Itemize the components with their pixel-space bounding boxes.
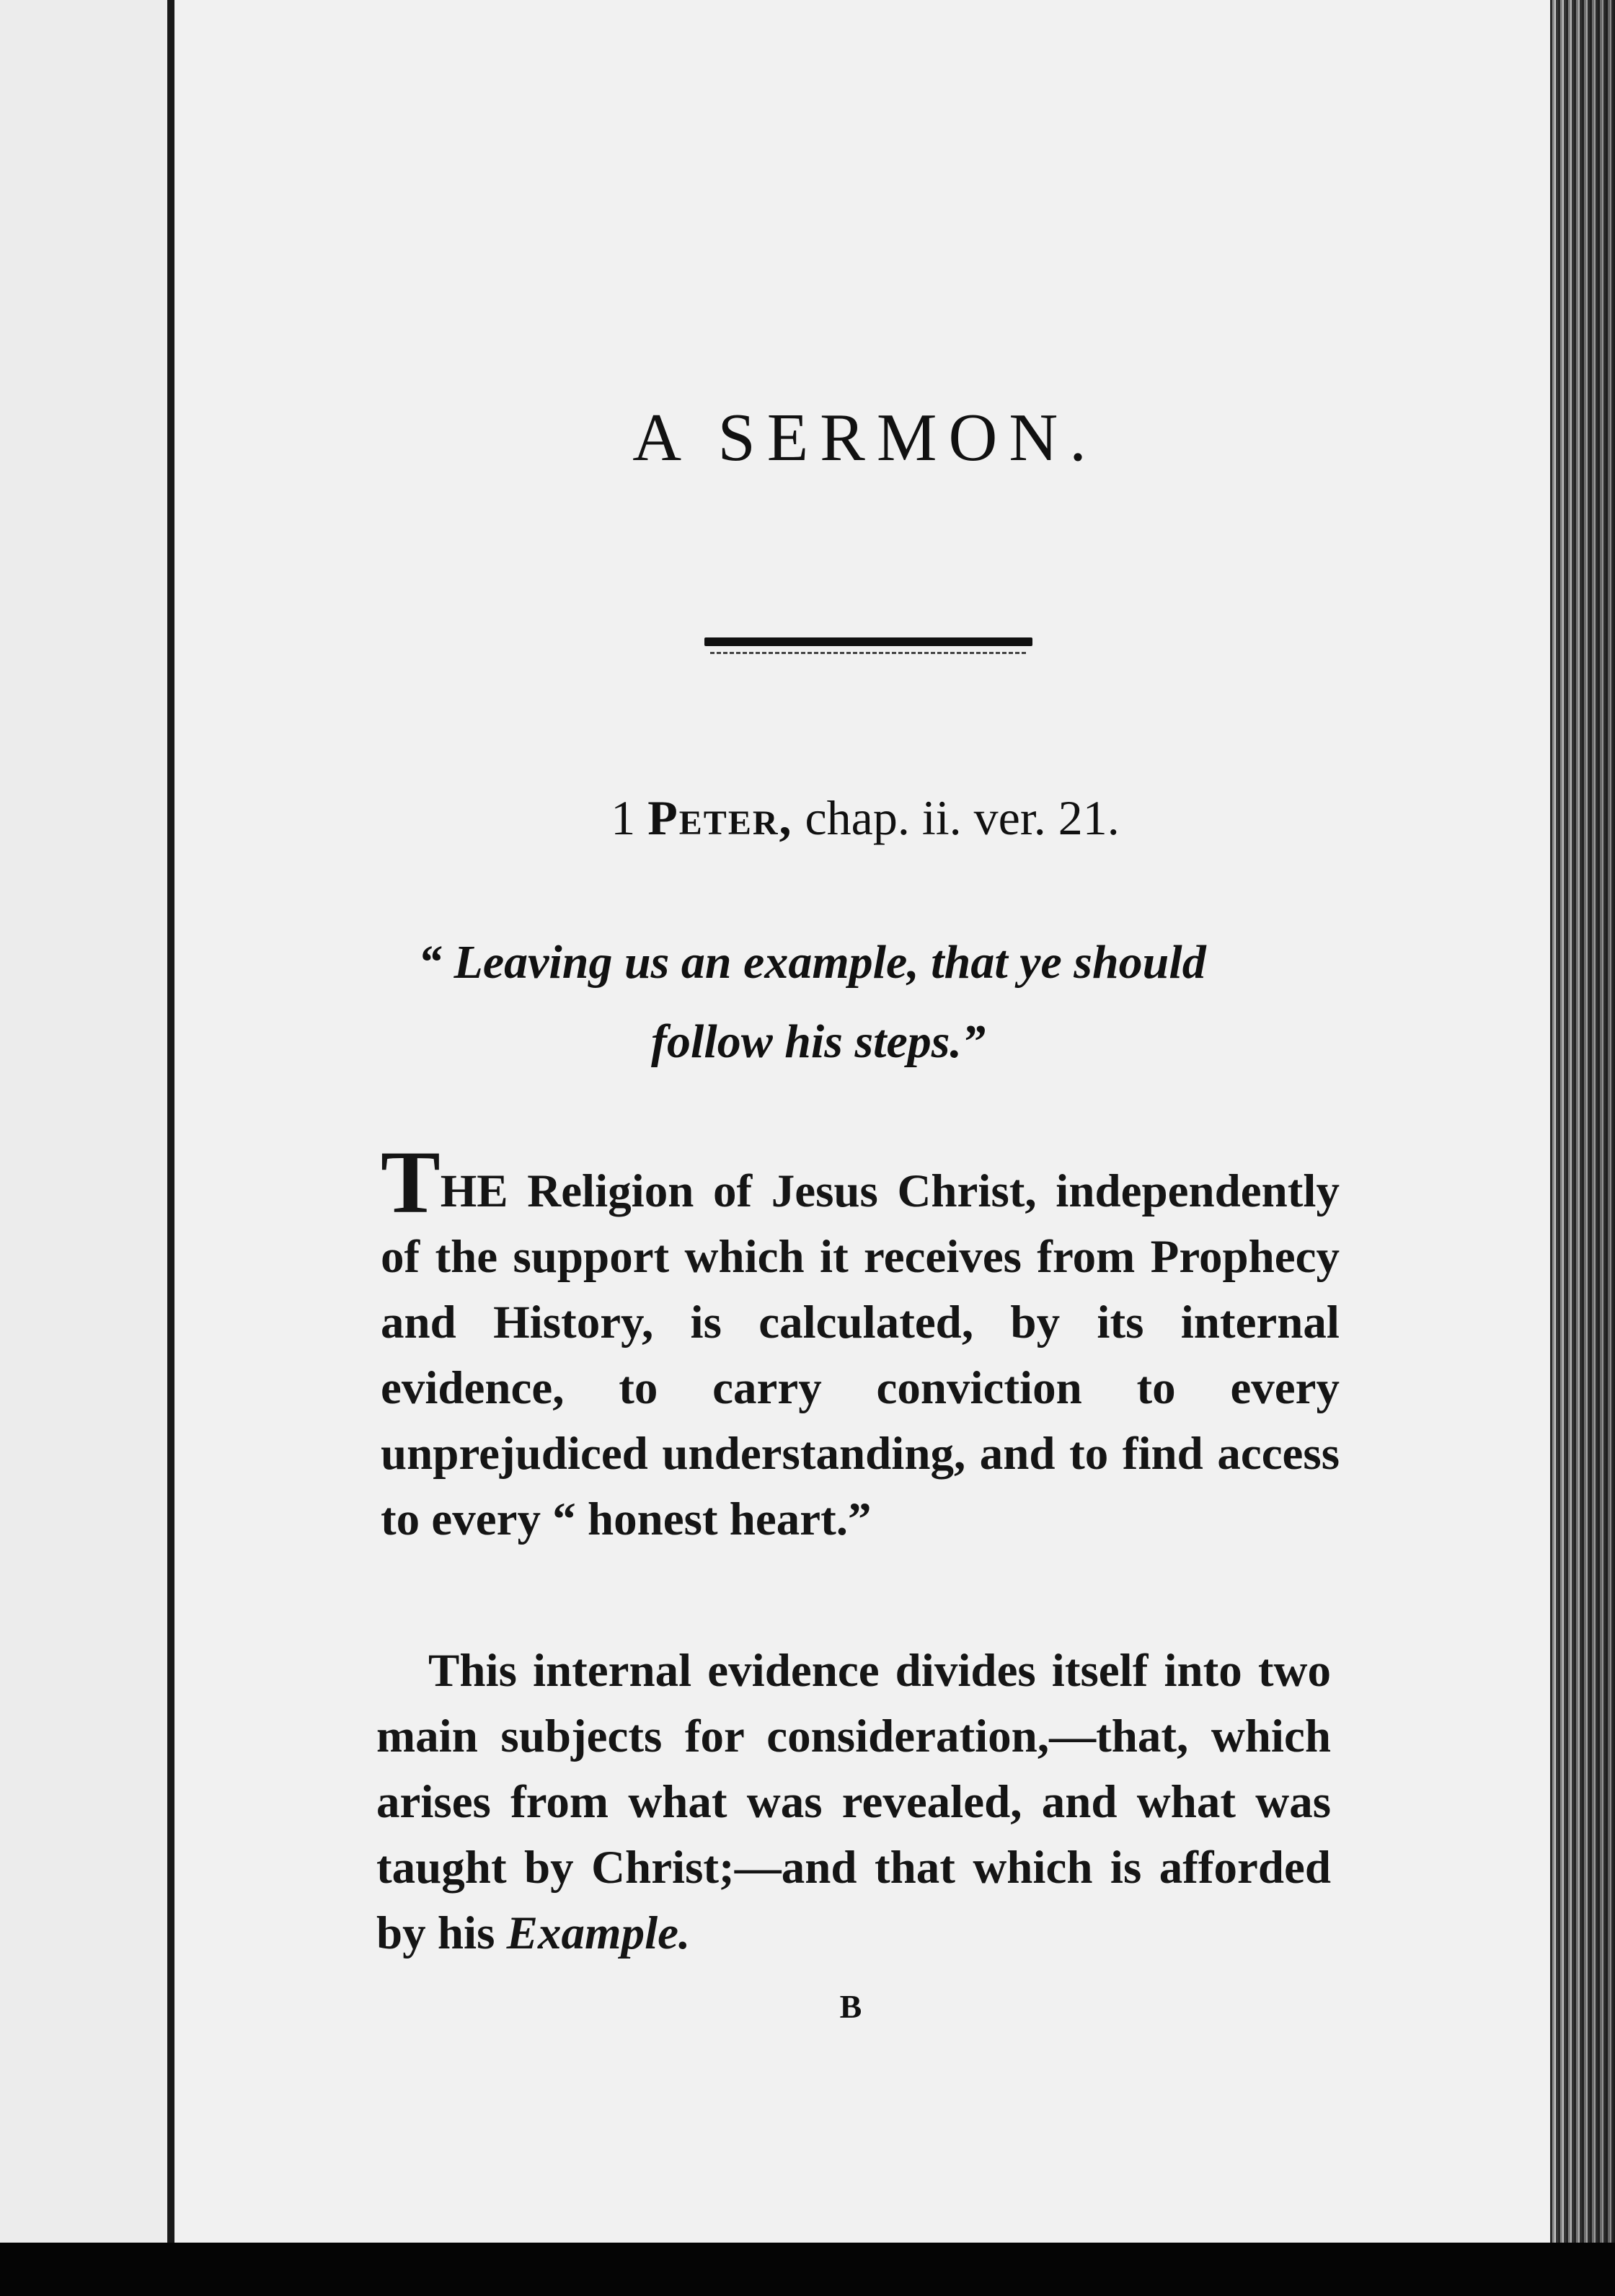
paragraph-1 [381, 1133, 1340, 1553]
signature-mark: B [839, 1988, 862, 2025]
page-edges [1550, 0, 1615, 2296]
title-rule [704, 637, 1032, 646]
reference-number: 1 [611, 790, 636, 845]
epigraph-line-2: follow his steps.” [651, 1015, 986, 1068]
facing-page-edge [0, 0, 167, 2243]
scan-bottom-edge [0, 2243, 1615, 2296]
drop-cap: T [381, 1133, 441, 1232]
paragraph-1-text: Religion of Jesus Christ, independently of the support which it receives from Prophecy and History, is calculated, by its internal evidence, to carry conviction to every unprejudiced understanding, and to find access to every “ honest heart.” [381, 1165, 1340, 1545]
scripture-reference [505, 790, 1226, 845]
epigraph-line-1: “ Leaving us an example, that ye should [418, 936, 1206, 989]
paragraph-2 [376, 1638, 1331, 1966]
book-gutter [167, 0, 174, 2243]
paragraph-2-text: This internal evidence divides itself into two main subjects for consideration,—that, which arises from what was revealed, and what was taught by Christ;—and that which is afforded by his [376, 1645, 1331, 1959]
paragraph-2-emphasis: Example. [506, 1907, 691, 1959]
paragraph-1-lead: HE [440, 1165, 508, 1217]
epigraph-quote [404, 923, 1341, 1082]
reference-chapter-verse: chap. ii. ver. 21. [805, 790, 1120, 845]
title-rule-underline [710, 652, 1027, 654]
sermon-title: A SERMON. [632, 400, 1098, 475]
reference-book: Peter, [647, 790, 793, 845]
